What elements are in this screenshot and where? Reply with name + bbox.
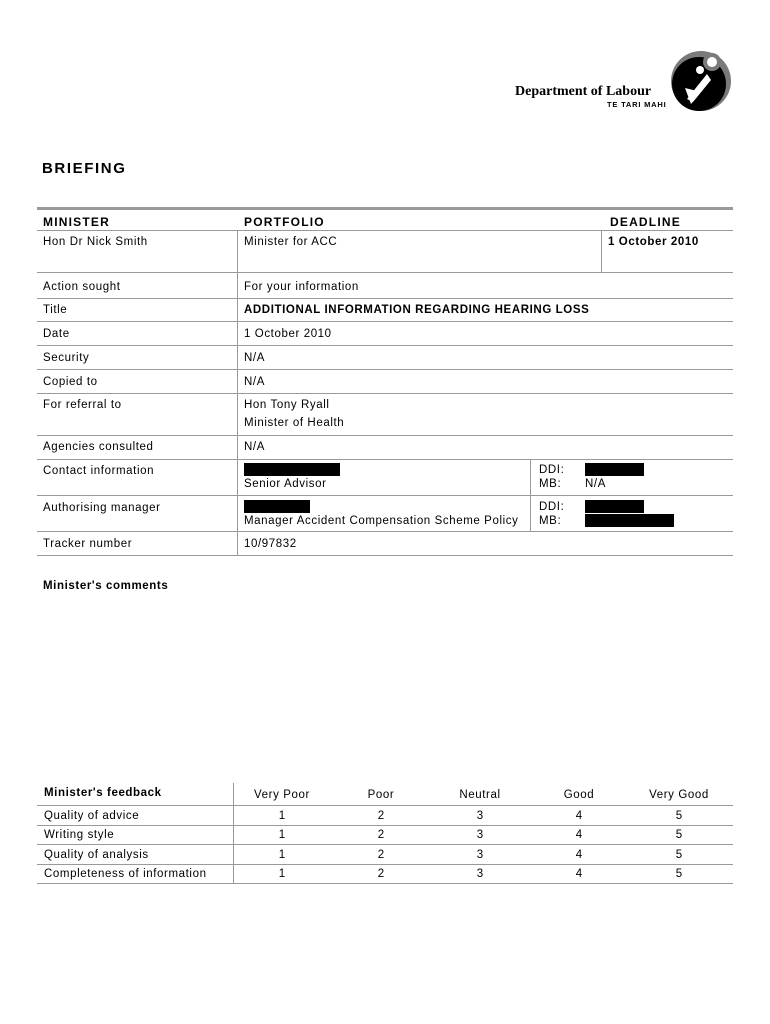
action-value: For your information: [244, 281, 359, 293]
feedback-row-label: Quality of analysis: [44, 849, 149, 861]
auth-role: Manager Accident Compensation Scheme Policy: [244, 515, 519, 527]
divider: [37, 207, 733, 210]
score-4: 4: [575, 849, 583, 861]
org-name: Department of Labour: [515, 84, 652, 99]
divider: [37, 321, 733, 322]
score-2: 2: [377, 829, 385, 841]
page-title: BRIEFING: [42, 160, 127, 177]
divider: [37, 272, 733, 273]
copied-label: Copied to: [43, 376, 98, 388]
feedback-row-label: Completeness of information: [44, 868, 207, 880]
feedback-heading: Minister's feedback: [44, 787, 162, 799]
referral-name: Hon Tony Ryall: [244, 399, 330, 411]
referral-role: Minister of Health: [244, 417, 345, 429]
divider: [237, 230, 238, 272]
contact-mb-value: N/A: [585, 478, 606, 490]
agencies-value: N/A: [244, 441, 265, 453]
divider: [37, 459, 733, 460]
department-logo-icon: [667, 44, 735, 114]
org-maori-name: TE TARI MAHI: [607, 100, 667, 109]
scale-label: Neutral: [459, 789, 501, 801]
contact-ddi-label: DDI:: [539, 464, 565, 476]
divider: [37, 369, 733, 370]
deadline-header: DEADLINE: [610, 215, 681, 229]
divider: [37, 345, 733, 346]
divider: [37, 435, 733, 436]
redacted-mb: [585, 514, 674, 527]
score-4: 4: [575, 810, 583, 822]
security-value: N/A: [244, 352, 265, 364]
divider: [37, 555, 733, 556]
score-1: 1: [278, 810, 286, 822]
score-3: 3: [476, 829, 484, 841]
security-label: Security: [43, 352, 90, 364]
contact-role: Senior Advisor: [244, 478, 327, 490]
divider: [37, 531, 733, 532]
title-value: ADDITIONAL INFORMATION REGARDING HEARING LOSS: [244, 304, 590, 316]
score-1: 1: [278, 829, 286, 841]
score-3: 3: [476, 868, 484, 880]
comments-heading: Minister's comments: [43, 580, 169, 592]
scale-label: Good: [563, 789, 595, 801]
date-value: 1 October 2010: [244, 328, 332, 340]
minister-value: Hon Dr Nick Smith: [43, 236, 148, 248]
scale-label: Poor: [367, 789, 395, 801]
contact-label: Contact information: [43, 465, 155, 477]
divider: [37, 230, 733, 231]
portfolio-header: PORTFOLIO: [244, 215, 325, 229]
date-label: Date: [43, 328, 70, 340]
tracker-label: Tracker number: [43, 538, 133, 550]
deadline-value: 1 October 2010: [608, 236, 699, 248]
scale-label: Very Good: [649, 789, 709, 801]
score-5: 5: [675, 829, 683, 841]
divider: [37, 393, 733, 394]
score-2: 2: [377, 810, 385, 822]
copied-value: N/A: [244, 376, 265, 388]
score-2: 2: [377, 868, 385, 880]
redacted-name: [244, 463, 340, 476]
score-5: 5: [675, 810, 683, 822]
divider: [37, 883, 733, 884]
feedback-row-label: Quality of advice: [44, 810, 140, 822]
score-4: 4: [575, 829, 583, 841]
score-5: 5: [675, 849, 683, 861]
redacted-name: [244, 500, 310, 513]
divider: [37, 298, 733, 299]
feedback-row-label: Writing style: [44, 829, 115, 841]
referral-label: For referral to: [43, 399, 122, 411]
score-2: 2: [377, 849, 385, 861]
tracker-value: 10/97832: [244, 538, 297, 550]
divider: [37, 825, 733, 826]
score-3: 3: [476, 810, 484, 822]
action-label: Action sought: [43, 281, 121, 293]
divider: [37, 864, 733, 865]
divider: [37, 844, 733, 845]
divider: [530, 459, 531, 531]
redacted-ddi: [585, 463, 644, 476]
scale-label: Very Poor: [254, 789, 310, 801]
score-4: 4: [575, 868, 583, 880]
title-label: Title: [43, 304, 68, 316]
redacted-ddi: [585, 500, 644, 513]
contact-mb-label: MB:: [539, 478, 562, 490]
auth-ddi-label: DDI:: [539, 501, 565, 513]
score-3: 3: [476, 849, 484, 861]
portfolio-value: Minister for ACC: [244, 236, 338, 248]
score-1: 1: [278, 868, 286, 880]
divider: [37, 495, 733, 496]
divider: [37, 805, 733, 806]
divider: [601, 230, 602, 272]
score-5: 5: [675, 868, 683, 880]
agencies-label: Agencies consulted: [43, 441, 154, 453]
minister-header: MINISTER: [43, 215, 110, 229]
score-1: 1: [278, 849, 286, 861]
divider: [237, 272, 238, 555]
auth-mb-label: MB:: [539, 515, 562, 527]
divider: [233, 783, 234, 883]
auth-label: Authorising manager: [43, 502, 161, 514]
